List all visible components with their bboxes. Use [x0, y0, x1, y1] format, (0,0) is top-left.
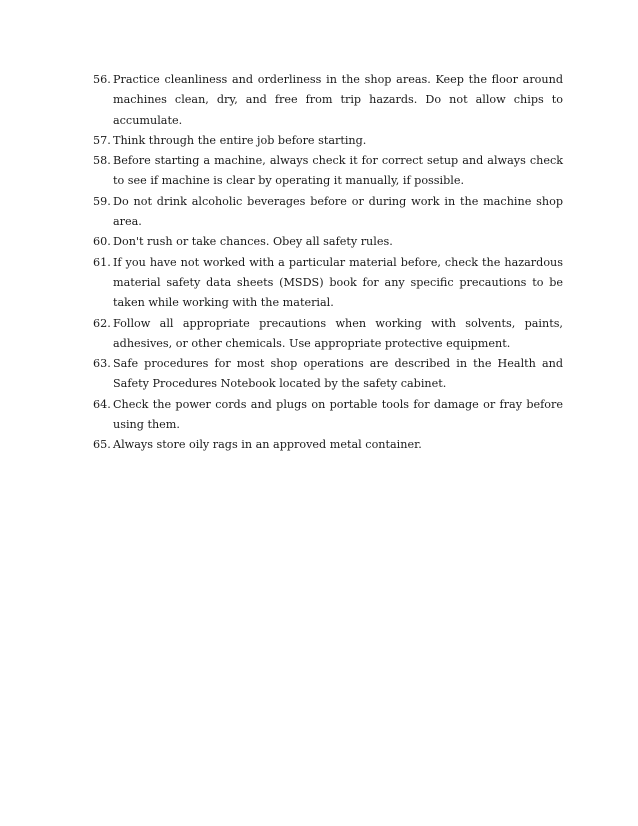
safety-rules-list [93, 70, 563, 456]
item-text: Practice cleanliness and orderliness in the shop areas. Keep the floor around machines clean, dry, and free from trip hazards. Do not allow chips to accumulate. [113, 73, 563, 127]
item-text: Safe procedures for most shop operations are described in the Health and Safety Procedures Notebook located by the safety cabinet. [113, 357, 563, 391]
item-number: 59. [93, 194, 111, 208]
list-item [93, 70, 563, 131]
item-text: Always store oily rags in an approved metal container. [113, 438, 422, 452]
item-number: 57. [93, 133, 111, 147]
item-number: 64. [93, 397, 111, 411]
item-number: 58. [93, 154, 111, 168]
list-item [93, 354, 563, 395]
item-text: Follow all appropriate precautions when working with solvents, paints, adhesives, or other chemicals. Use appropriate protective equipment. [113, 316, 563, 350]
list-item [93, 253, 563, 314]
item-text: Before starting a machine, always check it for correct setup and always check to see if machine is clear by operating it manually, if possible. [113, 154, 563, 188]
item-number: 62. [93, 316, 111, 330]
list-item [93, 395, 563, 436]
list-item [93, 232, 563, 252]
item-number: 60. [93, 235, 111, 249]
item-text: Do not drink alcoholic beverages before or during work in the machine shop area. [113, 194, 563, 229]
list-item [93, 131, 563, 151]
item-number: 65. [93, 438, 111, 452]
list-item [93, 151, 563, 192]
list-item [93, 314, 563, 355]
item-text: Don't rush or take chances. Obey all safety rules. [113, 235, 393, 249]
item-number: 63. [93, 357, 111, 371]
item-number: 56. [93, 73, 111, 86]
list-item [93, 435, 563, 455]
item-text: If you have not worked with a particular material before, check the hazardous material safety data sheets (MSDS) book for any specific precautions to be taken while working with the material. [113, 255, 563, 310]
item-number: 61. [93, 255, 111, 269]
item-text: Think through the entire job before starting. [113, 133, 367, 147]
item-text: Check the power cords and plugs on portable tools for damage or fray before using them. [113, 397, 563, 432]
list-item [93, 192, 563, 233]
